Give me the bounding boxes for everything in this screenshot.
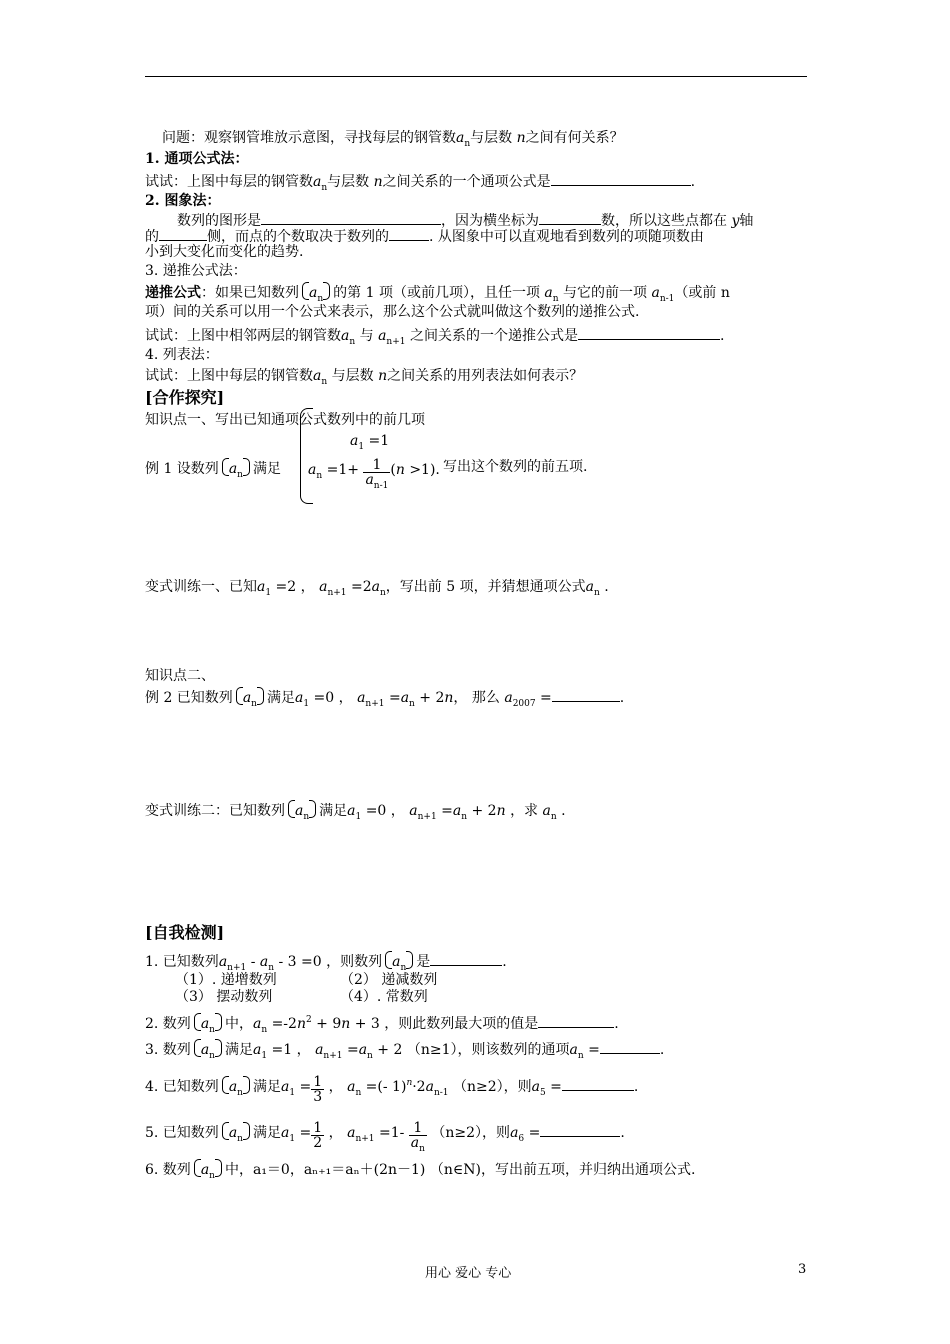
question-2: 2. 数列 $a_n$ 中，$a_n =-2n^2 + 9n + 3$ ，则此数列最大项的值是 . [145, 1015, 619, 1035]
example-1: 例 1 设数列 $a_n$ 满足 [145, 458, 281, 484]
recursive-definition-2: 项）间的关系可以用一个公式来表示，那么这个公式就叫做这个数列的递推公式. [145, 304, 640, 320]
option-3: （3） 摆动数列 [175, 989, 273, 1005]
footer-motto: 用心 爱心 专心 [425, 1266, 512, 1281]
try-table: 试试：上图中每层的钢管数$a_n$ 与层数 n之间关系的用列表法如何表示？ [145, 368, 584, 387]
equation-initial: $a_1 =1$ [350, 433, 390, 452]
heading-recursive: 3. 递推公式法： [145, 263, 247, 279]
option-4: （4）. 常数列 [340, 989, 428, 1005]
question-6: 6. 数列 $a_n$ 中，a₁＝0，aₙ₊₁＝aₙ＋(2n－1) （n∈N)，写出前五项，并归纳出通项公式. [145, 1159, 695, 1185]
option-2: （2） 递减数列 [340, 972, 438, 988]
recursive-definition-1: 递推公式：如果已知数列 $a_n$ 的第 1 项（或前几项），且任一项 $a_n$ 与它的前一项 $a_{n-1}$（或前 n [145, 282, 730, 308]
question-4: 4. 已知数列 $a_n$ 满足$a_1$ = $\frac{1}{3}$ ， $a_n$ =(- $1)^n\cdot 2a_{n-1}$ （n≥2），则$a_5$ = . [145, 1074, 639, 1105]
header-rule [145, 76, 807, 77]
question-1: 1. 已知数列$a_{n+1} - a_n - 3 =0$ ，则数列 $a_n$ 是 . [145, 951, 507, 977]
example-1-task: 写出这个数列的前五项. [443, 459, 588, 475]
heading-general-formula: 1. 通项公式法： [145, 151, 249, 167]
heading-table: 4. 列表法： [145, 347, 219, 363]
section-cooperative: [合作探究] [145, 388, 225, 407]
example-2: 例 2 已知数列 $a_n$ 满足$a_1 =0$ ， $a_{n+1} =a_n + 2n$， 那么 $a_{2007}$ = . [145, 687, 624, 713]
question-3: 3. 数列 $a_n$ 满足$a_1 =1$ ， $a_{n+1} =a_n + 2$ （n≥1），则该数列的通项$a_n$ = . [145, 1039, 664, 1065]
try-recursive: 试试：上图中相邻两层的钢管数$a_n$ 与 $a_{n+1}$ 之间关系的一个递推公式是 . [145, 325, 724, 351]
problem-line: 问题：观察钢管堆放示意图，寻找每层的钢管数$a_n$与层数 n之间有何关系？ [162, 130, 624, 149]
page-number: 3 [798, 1262, 807, 1277]
graph-line-2: 的 侧，而点的个数取决于数列的 . 从图象中可以直观地看到数列的项随项数由 [145, 226, 704, 246]
knowledge-point-2: 知识点二、 [145, 668, 215, 684]
section-self-check: [自我检测] [145, 923, 225, 942]
question-5: 5. 已知数列 $a_n$ 满足$a_1$ = $\frac{1}{2}$ ， $a_{n+1} =1-$ $\frac{1}{a_n}$ （n≥2），则$a_6$ = . [145, 1120, 625, 1154]
variation-2: 变式训练二：已知数列 $a_n$ 满足$a_1 =0$ ， $a_{n+1} =a_n + 2n$ ，求 $a_n$ . [145, 800, 566, 826]
knowledge-point-1: 知识点一、写出已知通项公式数列中的前几项 [145, 412, 425, 428]
equation-recursive: $a_n =1+$ $\frac{1}{a_{n-1}}$ (n >1). [308, 457, 440, 491]
try-general-formula: 试试：上图中每层的钢管数$a_n$与层数 n之间关系的一个通项公式是 . [145, 171, 695, 197]
option-1: （1）. 递增数列 [175, 972, 277, 988]
graph-line-1: 数列的图形是 ，因为横坐标为 数，所以这些点都在 y轴 [177, 210, 753, 230]
graph-line-3: 小到大变化而变化的趋势. [145, 244, 304, 260]
variation-1: 变式训练一、已知$a_1 =2$ ， $a_{n+1} =2a_n$，写出前 5 项，并猜想通项公式$a_n$ . [145, 579, 609, 598]
heading-graph: 2. 图象法： [145, 193, 221, 209]
